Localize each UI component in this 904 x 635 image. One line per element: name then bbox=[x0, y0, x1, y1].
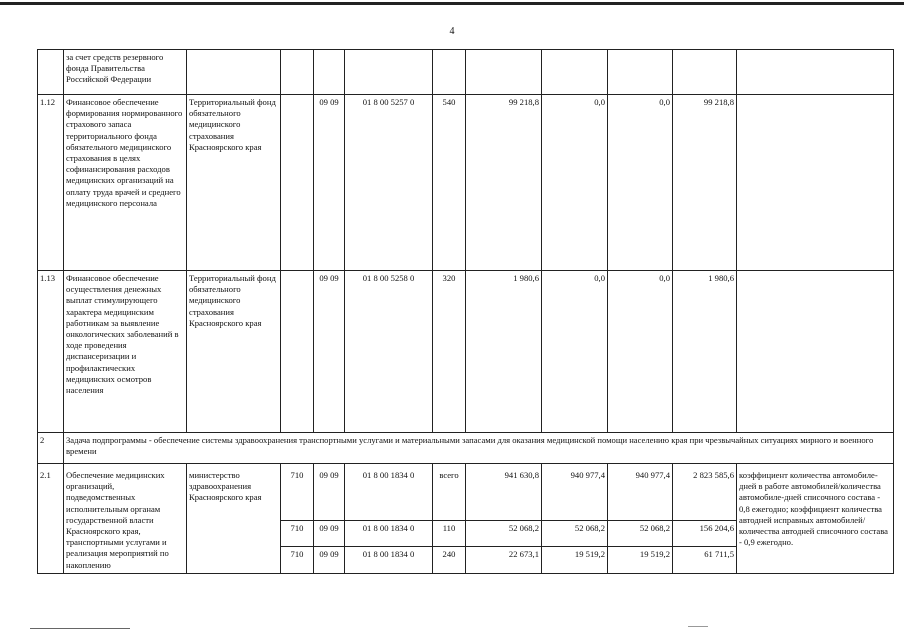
row-grbs: Территориальный фонд обязательного медицинского страхования Красноярского края bbox=[187, 271, 281, 433]
row-rzpr: 09 09 bbox=[314, 464, 345, 521]
row-year3: 940 977,4 bbox=[608, 464, 673, 521]
row-gr: 710 bbox=[281, 547, 314, 574]
table-row-2-1 bbox=[38, 464, 894, 521]
row-total: 2 823 585,6 bbox=[673, 464, 737, 521]
row-gr: 710 bbox=[281, 464, 314, 521]
table-row-continuation bbox=[38, 50, 894, 95]
row-vr: 240 bbox=[433, 547, 466, 574]
row-rzpr: 09 09 bbox=[314, 271, 345, 433]
task-description: Задача подпрограммы - обеспечение системы здравоохранения транспортными услугами и материальными запасами для оказания медицинской помощи населению края при чрезвычайных ситуациях мирного и военного времени bbox=[64, 433, 894, 464]
row-year3: 52 068,2 bbox=[608, 520, 673, 547]
row-year3: 0,0 bbox=[608, 271, 673, 433]
row-description: Финансовое обеспечение осуществления денежных выплат стимулирующего характера медицинским работникам за выявление онкологических заболеваний в ходе проведения диспансеризации и профилактических медицинских осмотров населения bbox=[64, 271, 187, 433]
row-total: 156 204,6 bbox=[673, 520, 737, 547]
table-row-task-2 bbox=[38, 433, 894, 464]
row-year2: 52 068,2 bbox=[542, 520, 608, 547]
row-number: 2.1 bbox=[38, 464, 64, 574]
row-total: 99 218,8 bbox=[673, 95, 737, 271]
row-grbs: министерство здравоохранения Красноярского края bbox=[187, 464, 281, 574]
row-total: 1 980,6 bbox=[673, 271, 737, 433]
row-vr: всего bbox=[433, 464, 466, 521]
row-year2: 940 977,4 bbox=[542, 464, 608, 521]
row-description: за счет средств резервного фонда Правительства Российской Федерации bbox=[64, 50, 187, 95]
budget-table bbox=[37, 49, 894, 574]
row-vr: 540 bbox=[433, 95, 466, 271]
row-description: Финансовое обеспечение формирования нормированного страхового запаса территориального фонда обязательного медицинского страхования в целях софинансирования расходов медицинских организаций на оплату труда врачей и среднего медицинского персонала bbox=[64, 95, 187, 271]
row-number: 1.13 bbox=[38, 271, 64, 433]
row-year1: 99 218,8 bbox=[466, 95, 542, 271]
row-csr: 01 8 00 1834 0 bbox=[345, 464, 433, 521]
table-row-1-13 bbox=[38, 271, 894, 433]
row-year1: 941 630,8 bbox=[466, 464, 542, 521]
row-year2: 0,0 bbox=[542, 95, 608, 271]
bottom-rule bbox=[30, 628, 130, 629]
row-year3: 0,0 bbox=[608, 95, 673, 271]
row-grbs: Территориальный фонд обязательного медицинского страхования Красноярского края bbox=[187, 95, 281, 271]
row-year2: 0,0 bbox=[542, 271, 608, 433]
row-csr: 01 8 00 5257 0 bbox=[345, 95, 433, 271]
row-number: 2 bbox=[38, 433, 64, 464]
row-result: коэффициент количества автомобиле-дней в работе автомобилей/количества автомобиле-дней списочного состава - 0,8 ежегодно; коэффициент количества автодней исправных автомобилей/количества автодней списочного состава - 0,9 ежегодно. bbox=[737, 464, 894, 574]
row-year1: 22 673,1 bbox=[466, 547, 542, 574]
top-border-line bbox=[0, 2, 904, 5]
row-description: Обеспечение медицинских организаций, подведомственных исполнительным органам государственной власти Красноярского края, транспортными услугами и реализация мероприятий по накоплению bbox=[64, 464, 187, 574]
row-rzpr: 09 09 bbox=[314, 520, 345, 547]
row-rzpr: 09 09 bbox=[314, 547, 345, 574]
row-number: 1.12 bbox=[38, 95, 64, 271]
row-rzpr: 09 09 bbox=[314, 95, 345, 271]
row-total: 61 711,5 bbox=[673, 547, 737, 574]
row-csr: 01 8 00 5258 0 bbox=[345, 271, 433, 433]
table-row-1-12 bbox=[38, 95, 894, 271]
row-csr: 01 8 00 1834 0 bbox=[345, 520, 433, 547]
row-csr: 01 8 00 1834 0 bbox=[345, 547, 433, 574]
row-vr: 110 bbox=[433, 520, 466, 547]
row-year2: 19 519,2 bbox=[542, 547, 608, 574]
row-year1: 52 068,2 bbox=[466, 520, 542, 547]
bottom-mark bbox=[688, 626, 708, 627]
row-year3: 19 519,2 bbox=[608, 547, 673, 574]
row-gr: 710 bbox=[281, 520, 314, 547]
row-year1: 1 980,6 bbox=[466, 271, 542, 433]
page-number: 4 bbox=[449, 26, 455, 37]
row-vr: 320 bbox=[433, 271, 466, 433]
